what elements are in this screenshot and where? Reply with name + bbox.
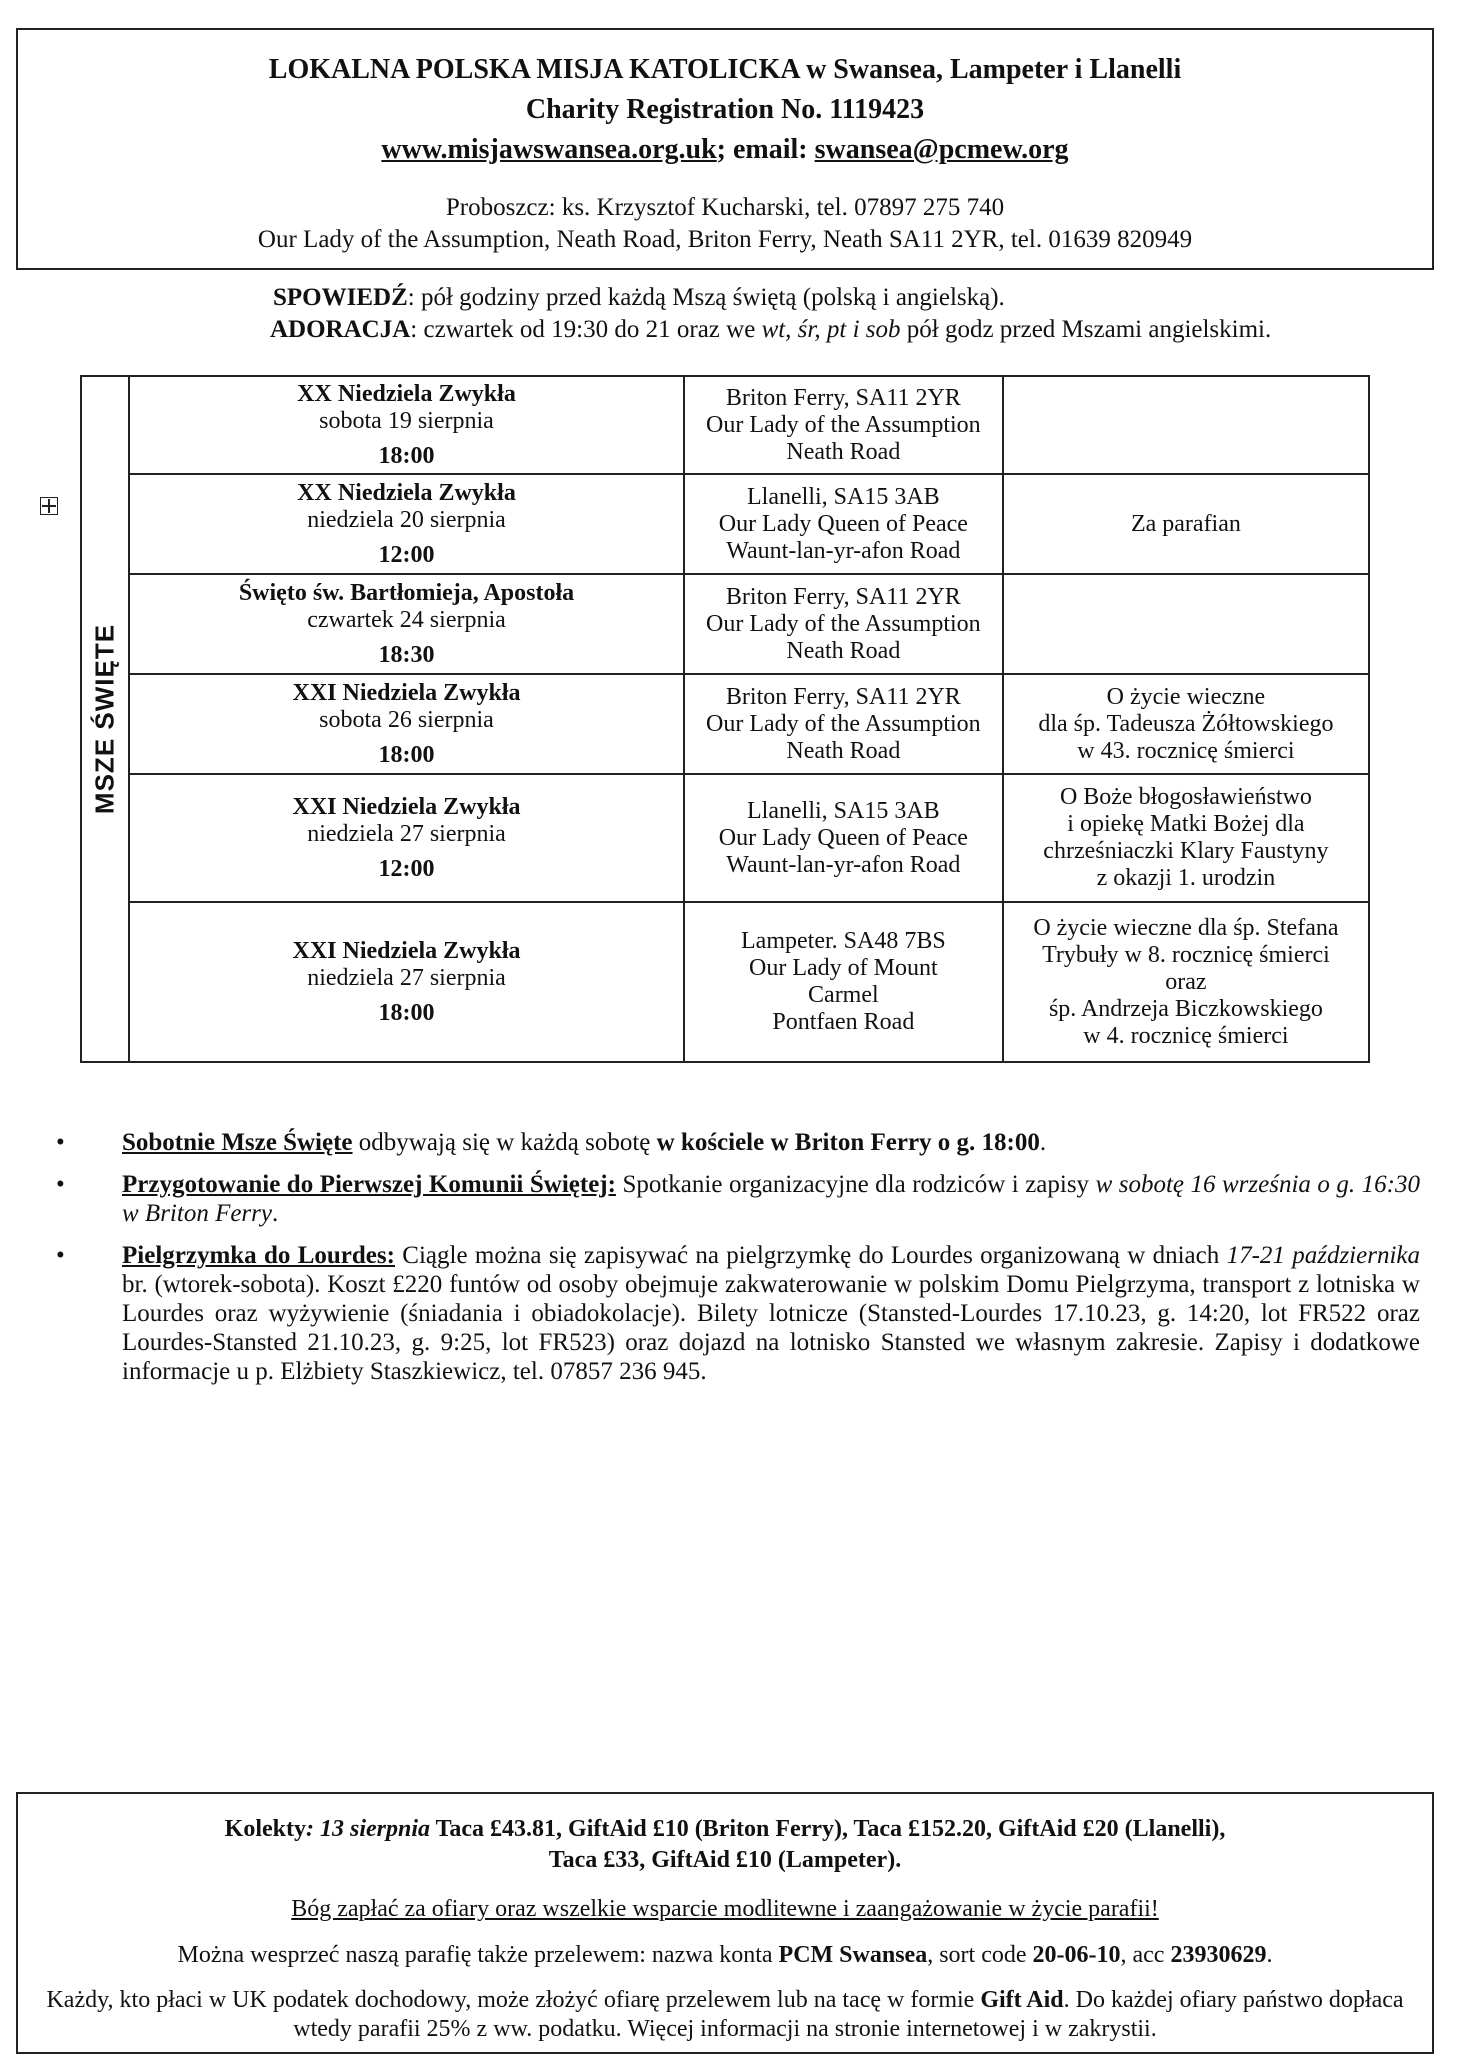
mass-place-line: Neath Road (786, 438, 901, 465)
mass-intention-line: z okazji 1. urodzin (1096, 865, 1276, 891)
mass-place-line: Briton Ferry, SA11 2YR (725, 583, 961, 610)
bank-text-3: , acc (1120, 1942, 1171, 1968)
notice-text-2: br. (wtorek-sobota). Koszt £220 funtów od osoby obejmuje zakwaterowanie w polskim Domu Pielgrzyma, transport z lotniska w Lourdes oraz wyżywienie (śniadania i obiadokolacje). Bilety lotnicze (Stansted-Lourdes 17.10.23, g. 14:20, lot FR522 oraz Lourdes-Stansted 21.10.23, g. 9:25, lot FR523) oraz dojazd na lotnisko Stansted we własnym zakresie. Zapisy i dodatkowe informacje u p. Elżbiety Staszkiewicz, tel. 07857 236 945. (122, 1271, 1420, 1385)
notices-list (56, 1128, 1420, 1399)
mass-intention-line: i opiekę Matki Bożej dla (1067, 811, 1305, 837)
mass-place-line: Llanelli, SA15 3AB (747, 483, 940, 510)
mass-time: 18:00 (378, 999, 435, 1026)
mass-date: czwartek 24 sierpnia (307, 606, 506, 633)
mass-place-line: Pontfaen Road (772, 1009, 915, 1035)
confession-info (273, 282, 1005, 314)
collections-label: Kolekty (224, 1816, 306, 1842)
mission-title: LOKALNA POLSKA MISJA KATOLICKA w Swansea, Lampeter i Llanelli (268, 54, 1182, 85)
mass-time: 18:30 (378, 641, 435, 668)
bank-transfer-info (18, 1940, 1432, 1970)
mass-time: 12:00 (378, 541, 435, 568)
email-separator: ; email: (716, 134, 815, 165)
mass-row (81, 376, 1369, 474)
mass-feast-name: XX Niedziela Zwykła (297, 380, 516, 407)
mass-place-line: Briton Ferry, SA11 2YR (725, 384, 961, 411)
mass-intention-cell (1003, 376, 1369, 474)
mass-row (81, 474, 1369, 574)
mass-time: 18:00 (378, 741, 435, 768)
mass-place-line: Our Lady of the Assumption (706, 610, 981, 637)
tax-text-2: . Do każdej ofiary państwo dopłaca wtedy parafii 25% z ww. podatku. Więcej informacji na stronie internetowej i w zakrystii. (293, 1987, 1404, 2042)
adoration-text-end: pół godz przed Mszami angielskimi. (900, 316, 1272, 343)
sort-code: 20-06-10 (1032, 1942, 1121, 1968)
mass-date: niedziela 20 sierpnia (307, 506, 506, 533)
mass-feast-name: XXI Niedziela Zwykła (292, 937, 521, 964)
adoration-days: wt, śr, pt i sob (761, 316, 901, 343)
bullet-icon: • (56, 1242, 65, 1269)
mass-row (81, 574, 1369, 674)
collections-date: : 13 sierpnia (305, 1816, 430, 1842)
mass-place-line: Our Lady Queen of Peace (718, 510, 968, 537)
notice-title: Przygotowanie do Pierwszej Komunii Świętej: (122, 1171, 616, 1198)
notice-end: . (1039, 1129, 1047, 1156)
side-label-cell (81, 376, 129, 1062)
mass-date-cell (129, 574, 684, 674)
mass-intention-line: w 4. rocznicę śmierci (1083, 1022, 1289, 1049)
mass-date-cell (129, 902, 684, 1062)
mass-row (81, 674, 1369, 774)
contact-links (18, 130, 1432, 170)
mass-date-cell (129, 674, 684, 774)
mass-place-line: Our Lady Queen of Peace (718, 824, 968, 851)
mass-intention-cell (1003, 774, 1369, 902)
website-link[interactable]: www.misjawswansea.org.uk (381, 134, 717, 165)
bank-end: . (1266, 1942, 1273, 1968)
bullet-icon: • (56, 1129, 65, 1156)
bank-text: Można wesprzeć naszą parafię także przelewem: nazwa konta (177, 1942, 779, 1968)
notice-text: Spotkanie organizacyjne dla rodziców i zapisy (615, 1171, 1096, 1198)
notice-title: Sobotnie Msze Święte (122, 1129, 353, 1156)
mass-intention-line: oraz (1165, 968, 1207, 995)
mass-place-line: Our Lady of the Assumption (706, 710, 981, 737)
notice-end: . (272, 1200, 279, 1227)
mass-place-line: Neath Road (786, 637, 901, 664)
mass-intention-cell (1003, 574, 1369, 674)
header-box (16, 28, 1434, 270)
gift-aid-info (18, 1986, 1432, 2044)
mass-place-cell (684, 574, 1003, 674)
mass-place-cell (684, 474, 1003, 574)
mass-intention-line: O życie wieczne dla śp. Stefana (1033, 914, 1339, 941)
mass-place-cell (684, 674, 1003, 774)
mass-place-line: Our Lady of the Assumption (706, 411, 981, 438)
mass-place-cell (684, 376, 1003, 474)
mass-date-cell (129, 774, 684, 902)
mass-schedule-table (80, 375, 1370, 1063)
notice-lourdes-pilgrimage (56, 1241, 1420, 1386)
mass-intention-line: Za parafian (1130, 510, 1241, 537)
mass-intention-line: O życie wieczne (1106, 683, 1266, 710)
notice-saturday-masses (56, 1128, 1420, 1157)
mass-place-line: Lampeter. SA48 7BS (741, 928, 946, 954)
notice-text: Ciągle można się zapisywać na pielgrzymkę do Lourdes organizowaną w dniach (394, 1242, 1227, 1269)
mass-place-line: Waunt-lan-yr-afon Road (726, 537, 961, 564)
notice-first-communion (56, 1170, 1420, 1228)
collections-info (18, 1814, 1432, 1876)
bank-text-2: , sort code (927, 1942, 1033, 1968)
notice-italic: w sobotę 16 września o g. 16:30 w Briton Ferry (122, 1171, 1420, 1227)
collections-line-2: Taca £33, GiftAid £10 (Lampeter). (548, 1847, 902, 1873)
mass-place-line: Llanelli, SA15 3AB (747, 797, 940, 824)
gift-aid-label: Gift Aid (980, 1987, 1064, 2013)
mass-feast-name: XXI Niedziela Zwykła (292, 679, 521, 706)
church-address: Our Lady of the Assumption, Neath Road, Briton Ferry, Neath SA11 2YR, tel. 01639 820949 (257, 226, 1193, 253)
mass-intention-line: dla śp. Tadeusza Żółtowskiego (1038, 710, 1334, 737)
confession-text: : pół godziny przed każdą Mszą świętą (polską i angielską). (407, 284, 1005, 311)
collections-line-1: Taca £43.81, GiftAid £10 (Briton Ferry), Taca £152.20, GiftAid £20 (Llanelli), (430, 1816, 1226, 1842)
mass-intention-line: chrześniaczki Klary Faustyny (1043, 838, 1329, 864)
account-name: PCM Swansea (778, 1942, 928, 1968)
adoration-label: ADORACJA (270, 316, 411, 343)
mass-place-line: Carmel (808, 982, 879, 1008)
mass-place-line: Briton Ferry, SA11 2YR (725, 683, 961, 710)
mass-intention-line: śp. Andrzeja Biczkowskiego (1048, 995, 1323, 1022)
mass-intention-cell (1003, 902, 1369, 1062)
mass-date-cell (129, 376, 684, 474)
notice-italic: 17-21 października (1226, 1242, 1420, 1269)
masses-side-label: MSZE ŚWIĘTE (89, 623, 120, 815)
tax-text: Każdy, kto płaci w UK podatek dochodowy, może złożyć ofiarę przelewem lub na tacę w formie (46, 1987, 981, 2013)
mass-feast-name: XX Niedziela Zwykła (297, 479, 516, 506)
mass-place-cell (684, 902, 1003, 1062)
adoration-text: : czwartek od 19:30 do 21 oraz we (410, 316, 762, 343)
notice-bold: w kościele w Briton Ferry o g. 18:00 (656, 1129, 1040, 1156)
mass-place-line: Neath Road (786, 737, 901, 764)
mass-time: 12:00 (378, 855, 435, 882)
mass-date-cell (129, 474, 684, 574)
mass-date: sobota 26 sierpnia (319, 706, 494, 733)
mass-time: 18:00 (378, 442, 435, 469)
mass-intention-line: w 43. rocznicę śmierci (1077, 737, 1295, 764)
expand-plus-icon[interactable] (40, 497, 58, 515)
charity-registration: Charity Registration No. 1119423 (525, 94, 925, 125)
notice-title: Pielgrzymka do Lourdes: (122, 1242, 395, 1269)
mass-place-cell (684, 774, 1003, 902)
bullet-icon: • (56, 1171, 65, 1198)
mass-feast-name: XXI Niedziela Zwykła (292, 793, 521, 820)
mass-date: niedziela 27 sierpnia (307, 820, 506, 847)
mass-place-line: Our Lady of Mount (749, 955, 938, 981)
account-number: 23930629 (1170, 1942, 1267, 1968)
mass-row (81, 902, 1369, 1062)
confession-label: SPOWIEDŹ (273, 284, 408, 311)
mass-intention-line: Trybuły w 8. rocznicę śmierci (1042, 941, 1330, 968)
email-link[interactable]: swansea@pcmew.org (814, 134, 1069, 165)
mass-date: sobota 19 sierpnia (319, 407, 494, 434)
mass-feast-name: Święto św. Bartłomieja, Apostoła (238, 579, 575, 606)
footer-box (16, 1792, 1434, 2054)
adoration-info (270, 314, 1271, 346)
thanks-message: Bóg zapłać za ofiary oraz wszelkie wsparcie modlitewne i zaangażowanie w życie parafii! (291, 1896, 1159, 1922)
mass-date: niedziela 27 sierpnia (307, 964, 506, 991)
mass-intention-cell (1003, 674, 1369, 774)
mass-intention-line: O Boże błogosławieństwo (1059, 784, 1312, 810)
mass-place-line: Waunt-lan-yr-afon Road (726, 851, 961, 878)
priest-info: Proboszcz: ks. Krzysztof Kucharski, tel. 07897 275 740 (445, 194, 1005, 221)
notice-text: odbywają się w każdą sobotę (352, 1129, 657, 1156)
mass-row (81, 774, 1369, 902)
mass-intention-cell (1003, 474, 1369, 574)
